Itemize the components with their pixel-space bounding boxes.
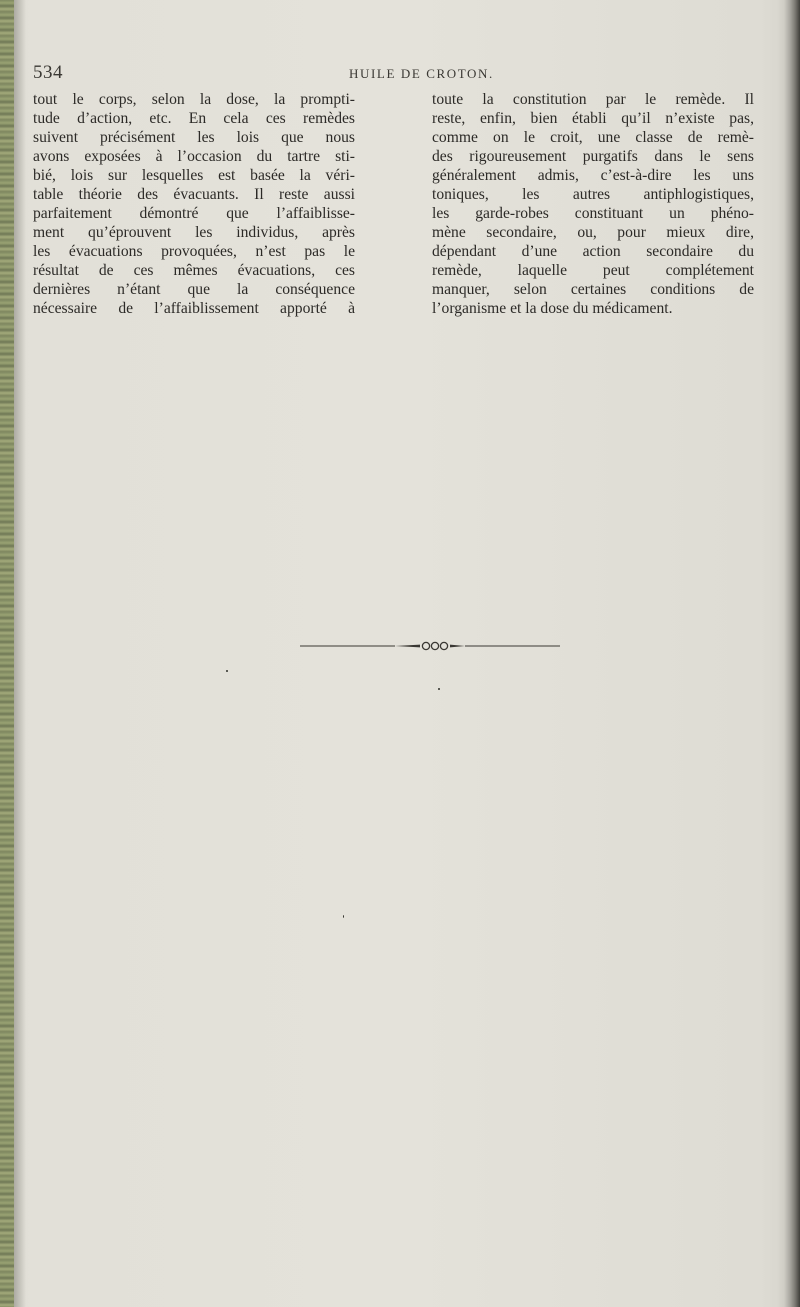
paper-speck	[343, 915, 344, 918]
text-line: reste, enfin, bien établi qu’il n’existe pas,	[432, 110, 754, 127]
text-line: dernières n’étant que la conséquence	[33, 281, 355, 298]
page-number: 534	[33, 62, 63, 83]
text-line: dépendant d’une action secondaire du	[432, 243, 754, 260]
text-line: toniques, les autres antiphlogistiques,	[432, 186, 754, 203]
text-line: table théorie des évacuants. Il reste aussi	[33, 186, 355, 203]
page-edge	[778, 0, 800, 1307]
fleuron-svg	[300, 640, 560, 652]
fleuron-divider-icon	[300, 640, 560, 652]
text-line: comme on le croit, une classe de remè-	[432, 129, 754, 146]
left-column	[33, 90, 355, 318]
text-line: bié, lois sur lesquelles est basée la véri-	[33, 167, 355, 184]
right-column	[432, 90, 754, 318]
page-header	[33, 62, 760, 88]
text-line: mène secondaire, ou, pour mieux dire,	[432, 224, 754, 241]
text-line: généralement admis, c’est-à-dire les uns	[432, 167, 754, 184]
text-line: parfaitement démontré que l’affaiblisse-	[33, 205, 355, 222]
text-line: des rigoureusement purgatifs dans le sens	[432, 148, 754, 165]
text-line: ment qu’éprouvent les individus, après	[33, 224, 355, 241]
text-line: les évacuations provoquées, n’est pas le	[33, 243, 355, 260]
running-head: HUILE DE CROTON.	[349, 66, 494, 81]
text-line: résultat de ces mêmes évacuations, ces	[33, 262, 355, 279]
text-line: remède, laquelle peut complétement	[432, 262, 754, 279]
text-line: tout le corps, selon la dose, la prompti-	[33, 91, 355, 108]
text-line: nécessaire de l’affaiblissement apporté à	[33, 300, 355, 317]
paper-speck	[438, 688, 440, 690]
binding-edge	[0, 0, 14, 1307]
text-line: avons exposées à l’occasion du tartre sti-	[33, 148, 355, 165]
gutter-shadow	[14, 0, 26, 1307]
text-line: suivent précisément les lois que nous	[33, 129, 355, 146]
text-line: manquer, selon certaines conditions de	[432, 281, 754, 298]
text-line: toute la constitution par le remède. Il	[432, 91, 754, 108]
paper-speck	[226, 670, 228, 672]
text-line: tude d’action, etc. En cela ces remèdes	[33, 110, 355, 127]
text-line: les garde-robes constituant un phéno-	[432, 205, 754, 222]
text-line: l’organisme et la dose du médicament.	[432, 300, 673, 317]
